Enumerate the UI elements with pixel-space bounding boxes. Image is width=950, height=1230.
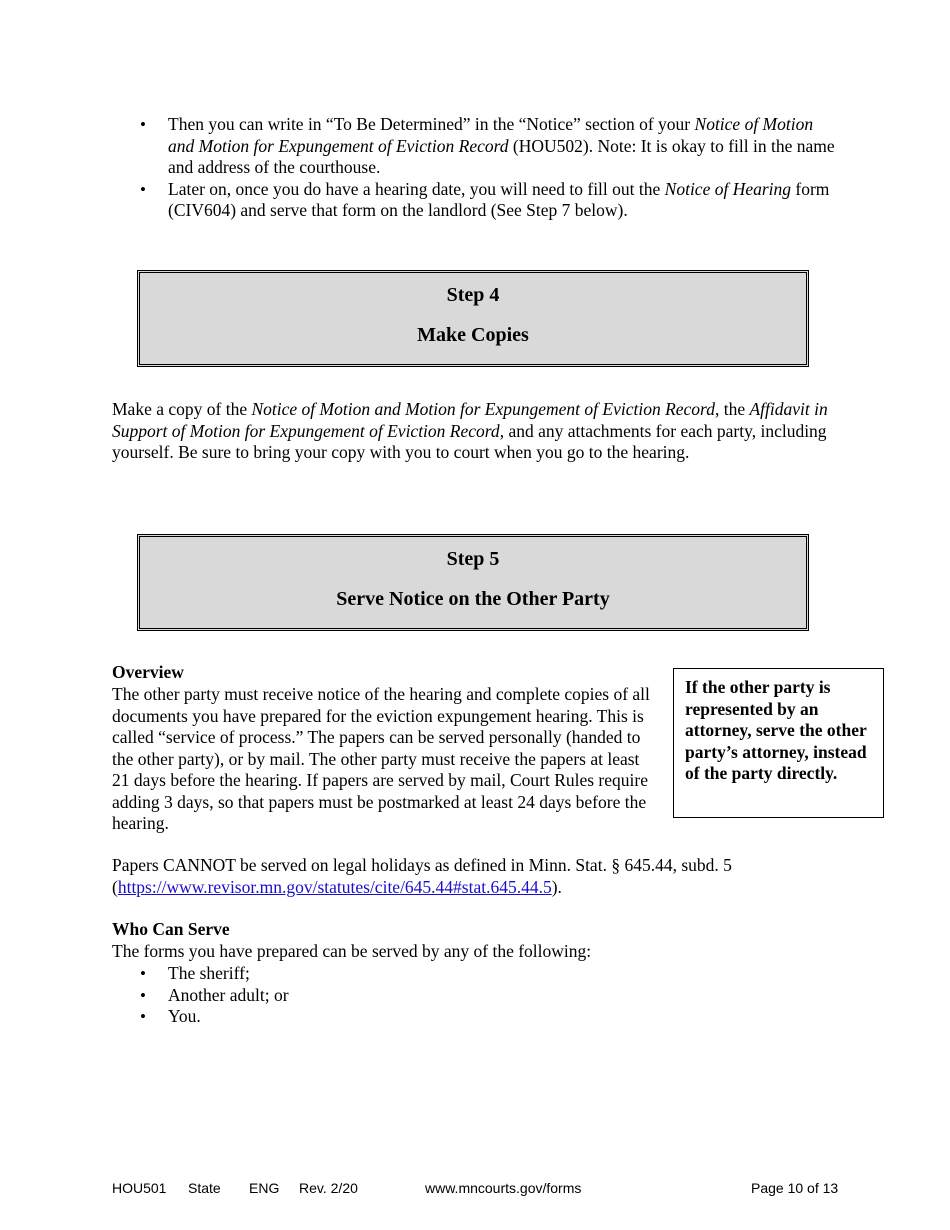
footer-state: State (188, 1180, 221, 1196)
who-can-serve-list (112, 963, 612, 1028)
overview-paragraph: The other party must receive notice of the hearing and complete copies of all documents you have prepared for the eviction expungement hearing. This is called “service of process.” The papers can be served personally (handed to the other party), or by mail. The other party must receive the papers at least 21 days before the hearing. If papers are served by mail, Court Rules require adding 3 days, so that papers must be postmarked at least 24 days before the hearing. (112, 684, 650, 833)
step-5-title: Serve Notice on the Other Party (336, 588, 610, 610)
holidays-paragraph: Papers CANNOT be served on legal holidays as defined in Minn. Stat. § 645.44, subd. 5 (https://www.revisor.mn.gov/statutes/cite/645.44#stat.645.44.5). (112, 855, 732, 897)
top-bullet-list (112, 114, 837, 222)
revisor-statute-link[interactable]: https://www.revisor.mn.gov/statutes/cite/645.44#stat.645.44.5 (117, 876, 552, 897)
footer-form-code: HOU501 (112, 1180, 167, 1196)
step-4-title: Make Copies (417, 324, 529, 346)
make-copies-paragraph: Make a copy of the Notice of Motion and Motion for Expungement of Eviction Record, the Affidavit in Support of Motion for Expungement of Eviction Record, and any attachments for each party, including yourself. Be sure to bring your copy with you to court when you go to the hearing. (112, 399, 828, 462)
footer-language: ENG (249, 1180, 280, 1196)
footer-url: www.mncourts.gov/forms (425, 1180, 582, 1196)
list-item: • Later on, once you do have a hearing date, you will need to fill out the Notice of Hearing form (CIV604) and serve that form on the landlord (See Step 7 below). (112, 179, 837, 222)
who-can-serve-heading: Who Can Serve (112, 919, 230, 939)
overview-heading: Overview (112, 662, 184, 682)
step-5-number: Step 5 (446, 548, 500, 570)
step-4-box (137, 270, 809, 367)
step-4-number: Step 4 (446, 284, 500, 306)
list-item: • You. (112, 1006, 612, 1028)
footer-page-number: Page 10 of 13 (751, 1180, 839, 1196)
attorney-callout: If the other party is represented by an attorney, serve the other party’s attorney, instead of the party directly. (673, 668, 884, 818)
list-item: • The sheriff; (112, 963, 612, 985)
who-can-serve-intro: The forms you have prepared can be served by any of the following: (112, 941, 592, 961)
list-item: • Then you can write in “To Be Determined” in the “Notice” section of your Notice of Motion and Motion for Expungement of Eviction Record (HOU502). Note: It is okay to fill in the name and address of the courthouse. (112, 114, 837, 179)
list-item: • Another adult; or (112, 985, 612, 1007)
footer-revision: Rev. 2/20 (299, 1180, 358, 1196)
step-5-box (137, 534, 809, 631)
